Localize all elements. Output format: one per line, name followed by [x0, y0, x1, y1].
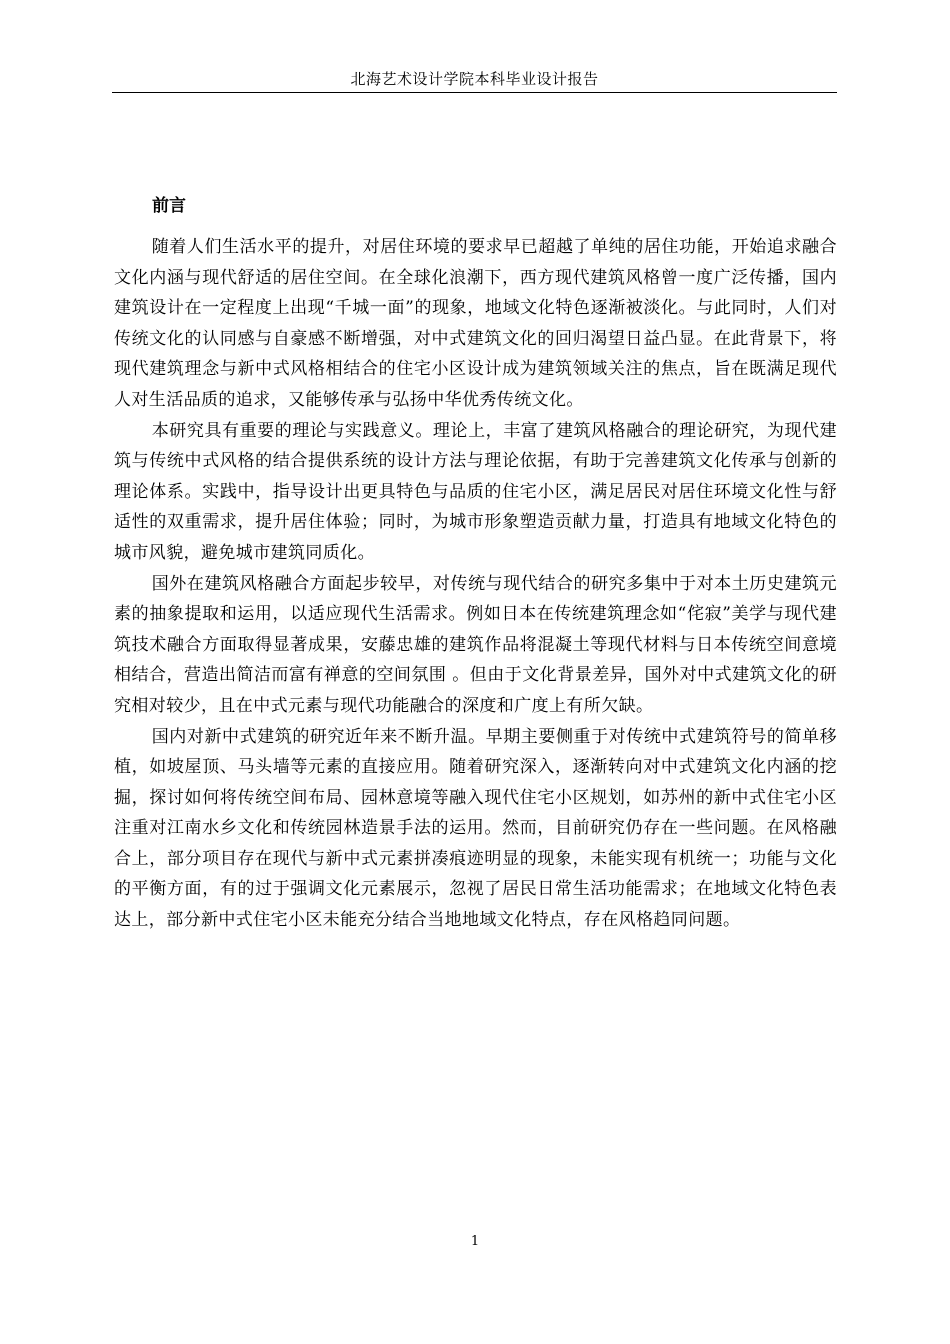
paragraph-2: 本研究具有重要的理论与实践意义。理论上，丰富了建筑风格融合的理论研究，为现代建筑与传统中式风格的结合提供系统的设计方法与理论依据，有助于完善建筑文化传承与创新的理论体系。实践中，指导设计出更具特色与品质的住宅小区，满足居民对居住环境文化性与舒适性的双重需求，提升居住体验；同时，为城市形象塑造贡献力量，打造具有地域文化特色的城市风貌，避免城市建筑同质化。 [114, 420, 837, 563]
paragraph-1: 随着人们生活水平的提升，对居住环境的要求早已超越了单纯的居住功能，开始追求融合文化内涵与现代舒适的居住空间。在全球化浪潮下，西方现代建筑风格曾一度广泛传播，国内建筑设计在一定程度上出现“千城一面”的现象，地域文化特色逐渐被淡化。与此同时，人们对传统文化的认同感与自豪感不断增强，对中式建筑文化的回归渴望日益凸显。在此背景下，将现代建筑理念与新中式风格相结合的住宅小区设计成为建筑领域关注的焦点，旨在既满足现代人对生活品质的追求，又能够传承与弘扬中华优秀传统文化。 [114, 237, 837, 410]
paragraph-3: 国外在建筑风格融合方面起步较早，对传统与现代结合的研究多集中于对本土历史建筑元素的抽象提取和运用，以适应现代生活需求。例如日本在传统建筑理念如“侘寂”美学与现代建筑技术融合方面取得显著成果，安藤忠雄的建筑作品将混凝土等现代材料与日本传统空间意境相结合，营造出简洁而富有禅意的空间氛围 。但由于文化背景差异，国外对中式建筑文化的研究相对较少，且在中式元素与现代功能融合的深度和广度上有所欠缺。 [114, 573, 837, 716]
section-title: 前言 [152, 196, 186, 216]
body-text [114, 232, 837, 936]
page-number: 1 [470, 1234, 480, 1249]
header-divider [112, 92, 837, 93]
paragraph-4: 国内对新中式建筑的研究近年来不断升温。早期主要侧重于对传统中式建筑符号的简单移植，如坡屋顶、马头墙等元素的直接应用。随着研究深入，逐渐转向对中式建筑文化内涵的挖掘，探讨如何将传统空间布局、园林意境等融入现代住宅小区规划，如苏州的新中式住宅小区注重对江南水乡文化和传统园林造景手法的运用。然而，目前研究仍存在一些问题。在风格融合上，部分项目存在现代与新中式元素拼凑痕迹明显的现象，未能实现有机统一；功能与文化的平衡方面，有的过于强调文化元素展示，忽视了居民日常生活功能需求；在地域文化特色表达上，部分新中式住宅小区未能充分结合当地地域文化特点，存在风格趋同问题。 [114, 726, 837, 931]
page-header: 北海艺术设计学院本科毕业设计报告 [350, 70, 599, 88]
